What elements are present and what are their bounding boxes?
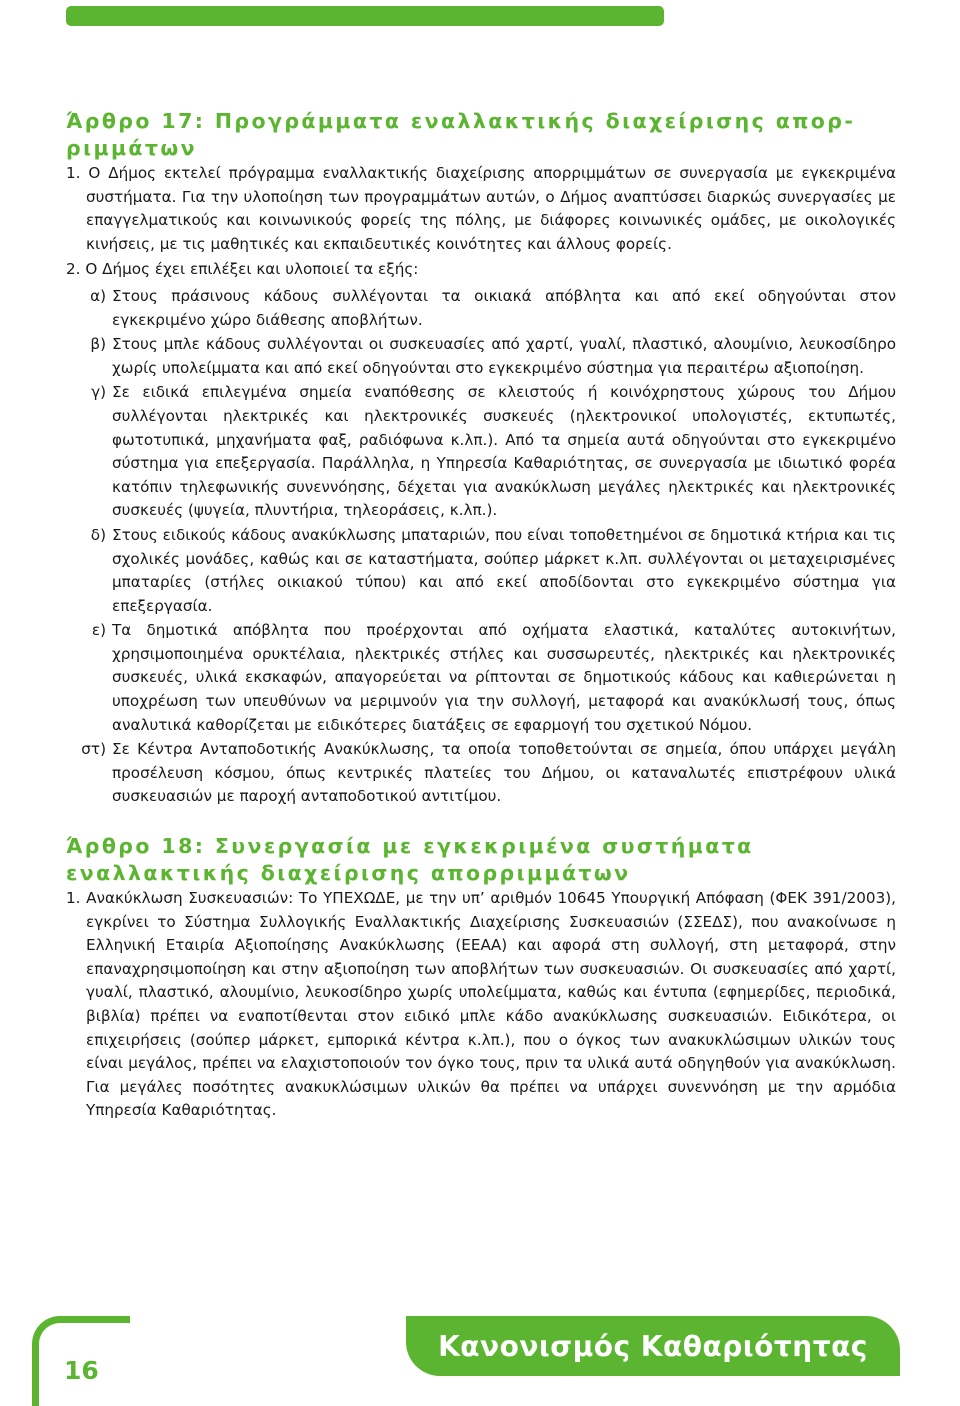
list-marker: γ) [91, 383, 106, 402]
list-marker: α) [90, 286, 106, 305]
list-marker: β) [90, 335, 106, 354]
paragraph-marker: 1. [66, 889, 81, 908]
list-marker: δ) [90, 525, 106, 544]
article-17-paragraph-1 [66, 162, 896, 256]
list-item [66, 333, 896, 380]
list-item-text: Σε Κέντρα Ανταποδοτικής Ανακύκλωσης, τα οποία τοποθετούνται σε σημεία, όπου υπάρχει μεγάλη προσέλευση κόσμου, όπως κεντρικές πλατείες του Δήμου, οι καταναλωτές επιστρέφουν υλικά συσκευασιών με παροχή ανταποδοτικού αντιτίμου. [112, 740, 896, 806]
header-bar [66, 6, 664, 26]
list-marker: ε) [91, 621, 106, 640]
footer-title-badge [406, 1316, 900, 1376]
list-item-text: Τα δημοτικά απόβλητα που προέρχονται από οχήματα ελαστικά, καταλύτες αυτοκινήτων, χρησιμοποιημένα ορυκτέλαια, ηλεκτρικές στήλες και συσσωρευτές, ηλεκτρικές και ηλεκτρονικές συσκευές, υλικά εκσκαφών, απαγορεύεται να ρίπτονται σε δημοτικούς κάδους και καθιερώνεται η υποχρέωση των υπευθύνων να μεριμνούν για την συλλογή, μεταφορά και ανακύκλωσή τους, όπως αναλυτικά καθορίζεται με ειδικότερες διατάξεις σε εφαρμογή του σχετικού Νόμου. [112, 621, 896, 734]
footer-title: Κανονισμός Καθαριότητας [438, 1329, 868, 1363]
document-body [66, 108, 896, 1147]
paragraph-text: Ανακύκλωση Συσκευασιών: Το ΥΠΕΧΩΔΕ, με την υπ’ αριθμόν 10645 Υπουργική Απόφαση (ΦΕΚ 391/2003), εγκρίνει το Σύστημα Συλλογικής Εναλλακτικής Διαχείρισης Συσκευασιών (ΣΣΕΔΣ), που ανακοίνωσε η Ελληνική Εταιρία Αξιοποίησης Ανακύκλωσης (ΕΕΑΑ) και αφορά στη συλλογή, στη μεταφορά, στην επαναχρησιμοποίηση και στην αξιοποίηση των αποβλήτων των συσκευασιών. Οι συσκευασίες από χαρτί, γυαλί, πλαστικό, αλουμίνιο, λευκοσίδηρο χωρίς υπολείμματα, καθώς και έντυπα (εφημερίδες, περιοδικά, βιβλία) πρέπει να εναποτίθενται στον ειδικό μπλε κάδο ανακύκλωσης συσκευασιών. Ειδικότερα, οι επιχειρήσεις (σούπερ μάρκετ, εμπορικά κέντρα κ.λπ.), που ο όγκος των ανακυκλώσιμων υλικών τους είναι μεγάλος, πρέπει να ελαχιστοποιούν τον όγκο τους, πριν τα υλικά αυτά οδηγηθούν για ανακύκλωση. Για μεγάλες ποσότητες ανακυκλώσιμων υλικών θα πρέπει να υπάρχει συνεννόηση με την αρμόδια Υπηρεσία Καθαριότητας. [86, 889, 896, 1120]
paragraph-marker: 2. [66, 260, 81, 279]
list-item-text: Στους ειδικούς κάδους ανακύκλωσης μπαταριών, που είναι τοποθετημένοι σε δημοτικά κτήρια και τις σχολικές μονάδες, καθώς και σε καταστήματα, σούπερ μάρκετ κ.λπ. συλλέγονται οι μεταχειρισμένες μπαταρίες (στήλες οικιακού τύπου) και από εκεί αποδίδονται στο εγκεκριμένο σύστημα για επεξεργασία. [112, 525, 896, 615]
article-18 [66, 833, 896, 1123]
article-17 [66, 108, 896, 809]
list-item [66, 381, 896, 523]
article-17-sublist [66, 285, 896, 809]
list-item-text: Στους μπλε κάδους συλλέγονται οι συσκευασίες από χαρτί, γυαλί, πλαστικό, αλουμίνιο, λευκοσίδηρο χωρίς υπολείμματα και από εκεί οδηγούνται στο εγκεκριμένο σύστημα για περαιτέρω αξιοποίηση. [112, 335, 896, 377]
article-18-title: Άρθρο 18: Συνεργασία με εγκεκριμένα συστήματα εναλλακτικής διαχείρισης απορριμμάτων [66, 834, 754, 886]
article-17-paragraph-2 [66, 258, 896, 282]
article-17-title: Άρθρο 17: Προγράμματα εναλλακτικής διαχείρισης απορ-ριμμάτων [66, 109, 856, 160]
list-item [66, 738, 896, 809]
list-item [66, 285, 896, 332]
list-marker: στ) [81, 740, 106, 759]
page-number: 16 [64, 1356, 99, 1385]
paragraph-text: Ο Δήμος εκτελεί πρόγραμμα εναλλακτικής διαχείρισης απορριμμάτων σε συνεργασία με εγκεκριμένα συστήματα. Για την υλοποίηση των προγραμμάτων αυτών, ο Δήμος αναπτύσσει διαρκώς συνεργασίες με επαγγελματικούς και κοινωνικούς φορείς της πόλης, με διάφορες κοινωνικές ομάδες, με οικολογικές κινήσεις, με τις μαθητικές και εκπαιδευτικές κοινότητες και άλλους φορείς. [86, 164, 896, 253]
list-item [66, 619, 896, 737]
list-item [66, 524, 896, 618]
article-18-paragraph-1 [66, 887, 896, 1123]
list-item-text: Στους πράσινους κάδους συλλέγονται τα οικιακά απόβλητα και από εκεί οδηγούνται στον εγκεκριμένο χώρο διάθεσης αποβλήτων. [112, 286, 896, 329]
list-item-text: Σε ειδικά επιλεγμένα σημεία εναπόθεσης σε κλειστούς ή κοινόχρηστους χώρους του Δήμου συλλέγονται ηλεκτρικές και ηλεκτρονικές συσκευές (ηλεκτρονικοί υπολογιστές, εκτυπωτές, φωτοτυπικά, μηχανήματα φαξ, ραδιόφωνα κ.λπ.). Από τα σημεία αυτά οδηγούνται στο εγκεκριμένο σύστημα για επεξεργασία. Παράλληλα, η Υπηρεσία Καθαριότητας, σε συνεργασία με ιδιωτικό φορέα κατόπιν τηλεφωνικής συνεννόησης, δέχεται για ανακύκλωση μεγάλες ηλεκτρικές και ηλεκτρονικές συσκευές (ψυγεία, πλυντήρια, τηλεοράσεις, κ.λπ.). [112, 383, 896, 520]
paragraph-text: Ο Δήμος έχει επιλέξει και υλοποιεί τα εξής: [85, 260, 419, 279]
paragraph-marker: 1. [66, 164, 81, 182]
